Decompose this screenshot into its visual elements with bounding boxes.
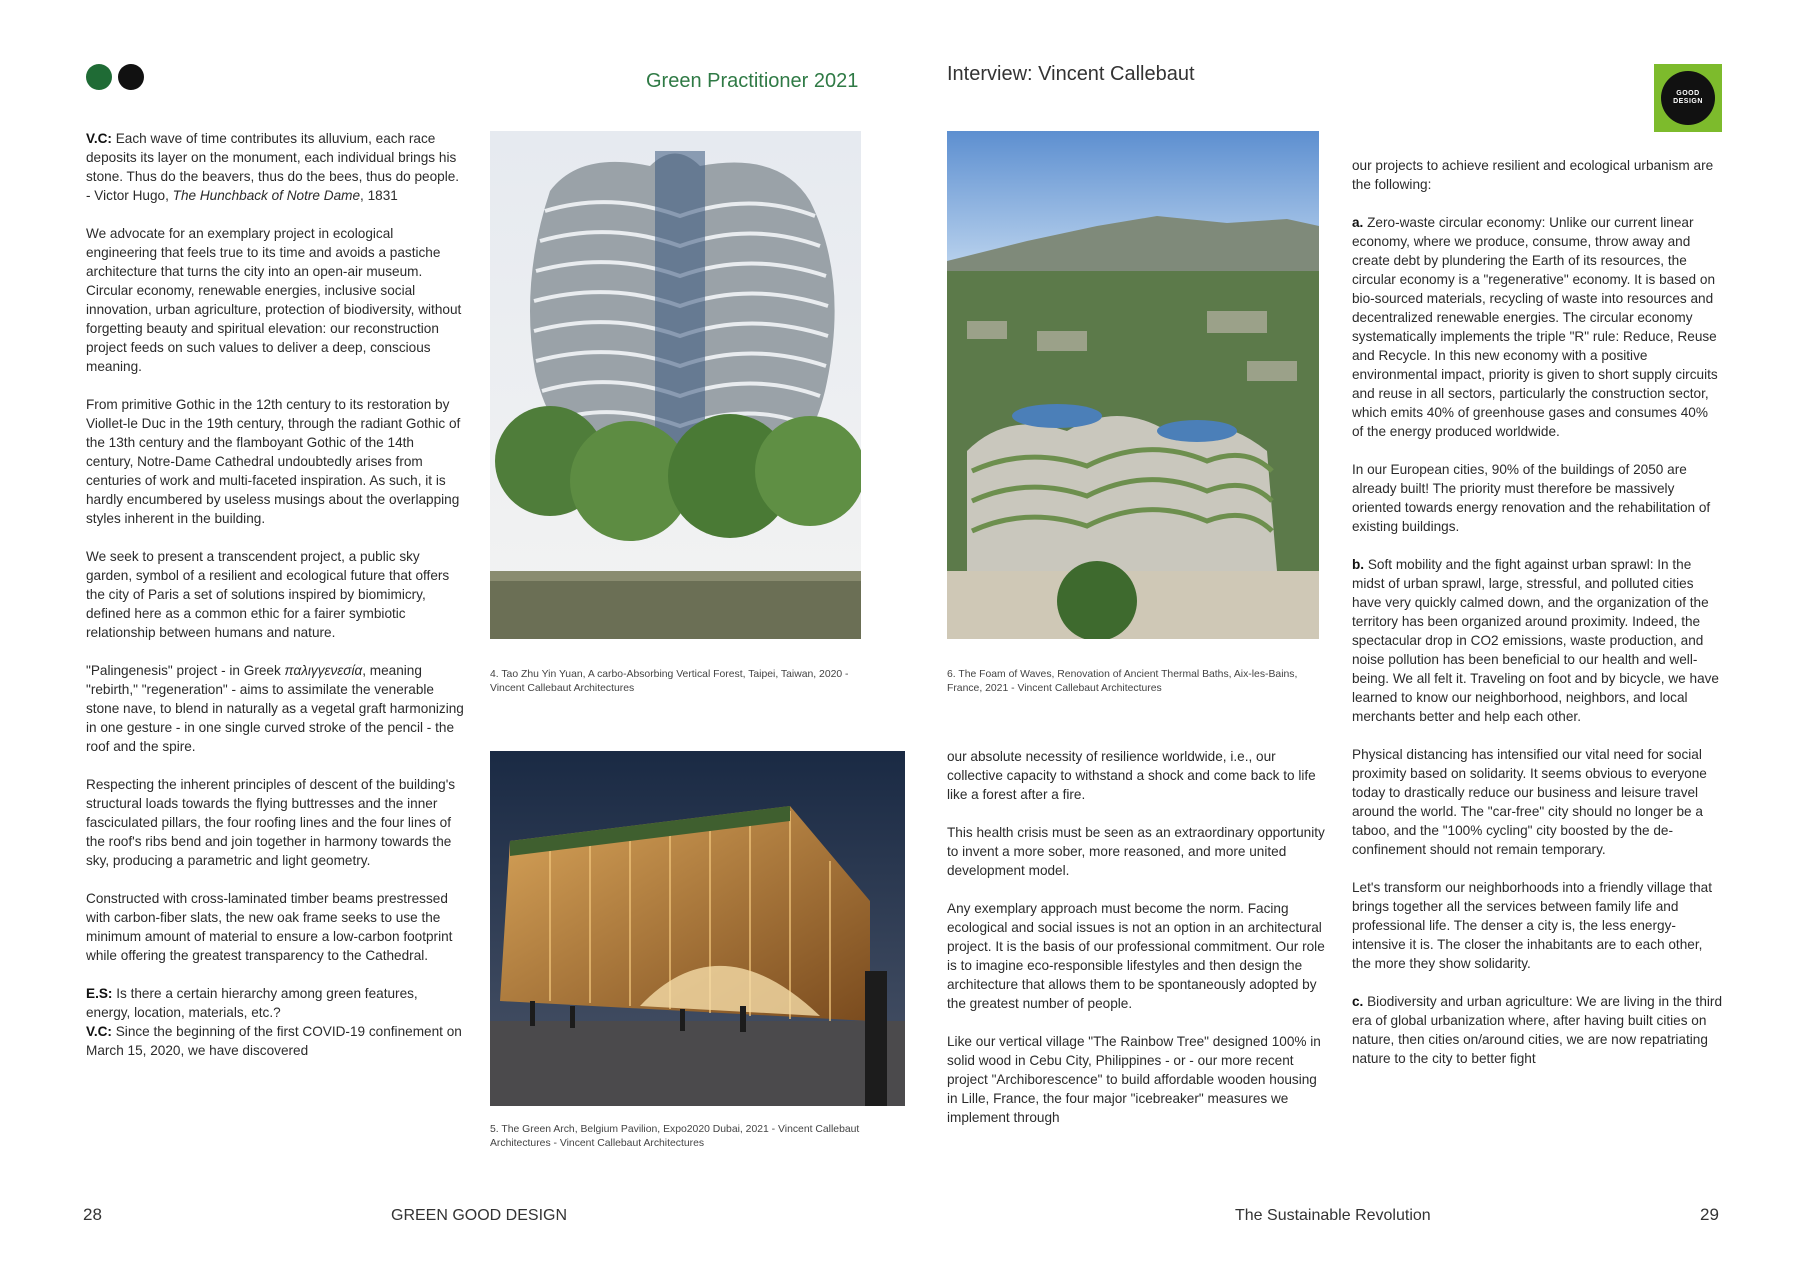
paragraph: Any exemplary approach must become the norm. Facing ecological and social issues is not an option in an architectural project. It is the basis of our professional commitment. Our role is to imagine eco-responsible lifestyles and then design the architecture that allows them to be spontaneously adopted by the greatest number of people.: [947, 901, 1325, 1011]
paragraph: We seek to present a transcendent project, a public sky garden, symbol of a resilient and ecological future that offers the city of Paris a set of solutions inspired by biomimicry, defined here as a common ethic for a fairer symbiotic relationship between humans and nature.: [86, 549, 450, 640]
photo-foam-of-waves: [947, 131, 1319, 639]
paragraph: our absolute necessity of resilience worldwide, i.e., our collective capacity to withstand a shock and come back to life like a forest after a fire.: [947, 749, 1316, 802]
publication-title-left: GREEN GOOD DESIGN: [391, 1207, 568, 1224]
photo-tao-zhu-yin-yuan: [490, 131, 861, 639]
speaker-label: V.C:: [86, 1024, 112, 1039]
caption-photo-4: 4. Tao Zhu Yin Yuan, A carbo-Absorbing Vertical Forest, Taipei, Taiwan, 2020 - Vincent Callebaut Architectures: [490, 669, 849, 694]
text-column-3: [947, 747, 1327, 1146]
text-run: "Palingenesis" project - in Greek: [86, 663, 285, 678]
paragraph: We advocate for an exemplary project in ecological engineering that feels true to its time and avoids a pastiche architecture that turns the city into an open-air museum. Circular economy, renewable energies, inclusive social innovation, urban agriculture, protection of biodiversity, without forgetting beauty and spiritual elevation: our reconstruction project feeds on such values to deliver a deep, conscious meaning.: [86, 226, 462, 374]
quote-attrib: - Victor Hugo,: [86, 188, 173, 203]
list-marker: c.: [1352, 994, 1364, 1009]
logo-line-1: GOOD: [1676, 90, 1700, 97]
paragraph: In our European cities, 90% of the buildings of 2050 are already built! The priority must therefore be massively oriented towards energy renovation and the rehabilitation of existing buildings.: [1352, 462, 1711, 534]
paragraph: Like our vertical village "The Rainbow Tree" designed 100% in solid wood in Cebu City, Philippines - or - our more recent project "Archiborescence" to build affordable wooden housing in Lille, France, the four major "icebreaker" measures we implement through: [947, 1034, 1321, 1125]
paragraph: Let's transform our neighborhoods into a friendly village that brings together all the services between family life and professional life. The denser a city is, the less energy-intensive it is. The closer the inhabitants are to each other, the more they show solidarity.: [1352, 880, 1713, 971]
brand-dot-black: [118, 64, 144, 90]
caption-photo-6: 6. The Foam of Waves, Renovation of Ancient Thermal Baths, Aix-les-Bains, France, 2021 - Vincent Callebaut Architectures: [947, 669, 1298, 694]
list-marker: b.: [1352, 557, 1365, 572]
paragraph: [86, 661, 464, 756]
quote-year: , 1831: [360, 188, 398, 203]
caption-photo-5: 5. The Green Arch, Belgium Pavilion, Expo2020 Dubai, 2021 - Vincent Callebaut Architectures - Vincent Callebaut Architectures: [490, 1124, 860, 1149]
paragraph: From primitive Gothic in the 12th century to its restoration by Viollet-le Duc in the 19th century, through the radiant Gothic of the 13th century and the flamboyant Gothic of the 14th century, Notre-Dame Cathedral undoubtedly arises from centuries of work and multi-faceted inspiration. As such, it is hardly encumbered by useless musings about the overlapping styles inherent in the building.: [86, 397, 461, 526]
question-text: Is there a certain hierarchy among green features, energy, location, materials, etc.?: [86, 986, 418, 1020]
paragraph-point-a: [1352, 213, 1722, 441]
paragraph-quote: [86, 129, 464, 205]
speaker-label: V.C:: [86, 131, 112, 146]
logo-line-2: DESIGN: [1673, 98, 1703, 105]
paragraph: Physical distancing has intensified our vital need for social proximity based on solidarity. It seems obvious to everyone today to drastically reduce our business and leisure travel around the world. The "car-free" city should no longer be a taboo, and the "100% cycling" city boosted by the de-confinement should not remain temporary.: [1352, 747, 1707, 857]
good-design-logo: [1654, 64, 1722, 132]
greek-word: παλιγγενεσία: [284, 663, 363, 678]
photo-green-arch: [490, 751, 905, 1106]
answer-text: Since the beginning of the first COVID-19 confinement on March 15, 2020, we have discovered: [86, 1024, 462, 1058]
speaker-label: E.S:: [86, 986, 113, 1001]
quote-text: Each wave of time contributes its alluvium, each race deposits its layer on the monument, each individual brings his stone. Thus do the beavers, thus do the bees, thus do people.: [86, 131, 460, 184]
running-header-right: Interview: Vincent Callebaut: [947, 63, 1195, 85]
list-marker: a.: [1352, 215, 1364, 230]
text-run: Biodiversity and urban agriculture: We are living in the third era of global urbanization where, after having built cities on nature, then cities on/around cities, we are now repatriating nature to the city to better fight: [1352, 994, 1722, 1066]
text-run: , meaning "rebirth," "regeneration" - aims to assimilate the venerable stone nave, to blend in naturally as a vegetal graft harmonizing in one gesture - in one single curved stroke of the pencil - the roof and the spire.: [86, 663, 464, 754]
paragraph: Respecting the inherent principles of descent of the building's structural loads towards the flying buttresses and the inner fasciculated pillars, the four roofing lines and the four lines of the roof's ribs bend and join together in harmony towards the sky, producing a parametric and light geometry.: [86, 777, 456, 868]
paragraph-point-b: [1352, 555, 1722, 726]
text-run: Zero-waste circular economy: Unlike our current linear economy, where we produce, consume, throw away and create debt by plundering the Earth of its resources, the circular economy is a "regenerative" economy. It is based on bio-sourced materials, recycling of waste into resources and decentralized renewable energies. The circular economy systematically implements the triple "R" rule: Reduce, Reuse and Recycle. In this new economy with a positive environmental impact, priority is given to short supply circuits and reuse in all sectors, particularly the construction sector, which emits 40% of greenhouse gases and consumes 40% of the energy produced worldwide.: [1352, 215, 1718, 439]
paragraph-question: [86, 984, 464, 1060]
page-number-right: 29: [1700, 1205, 1719, 1224]
page-number-left: 28: [83, 1205, 102, 1224]
brand-dot-green: [86, 64, 112, 90]
quote-book-title: The Hunchback of Notre Dame: [172, 188, 361, 203]
paragraph: Constructed with cross-laminated timber beams prestressed with carbon-fiber slats, the new oak frame seeks to use the minimum amount of material to ensure a low-carbon footprint while offering the greatest transparency to the Cathedral.: [86, 891, 453, 963]
good-design-logo-disc: [1661, 71, 1715, 125]
publication-title-right: The Sustainable Revolution: [1235, 1207, 1431, 1224]
text-column-4: [1352, 156, 1722, 1087]
running-header-left: Green Practitioner 2021: [646, 70, 859, 92]
text-column-1: [86, 129, 464, 1079]
paragraph: our projects to achieve resilient and ecological urbanism are the following:: [1352, 158, 1714, 192]
paragraph-point-c: [1352, 992, 1722, 1068]
text-run: Soft mobility and the fight against urban sprawl: In the midst of urban sprawl, large, stressful, and polluted cities have very quickly calmed down, and the organization of the territory has been organized around proximity. Indeed, the spectacular drop in CO2 emissions, waste production, and noise pollution has been beneficial to our health and well-being. We all felt it. Traveling on foot and by bicycle, we have learned to know our neighborhood, neighbors, and local merchants better and help each other.: [1352, 557, 1719, 724]
paragraph: This health crisis must be seen as an extraordinary opportunity to invent a more sober, more reasoned, and more united development model.: [947, 825, 1325, 878]
